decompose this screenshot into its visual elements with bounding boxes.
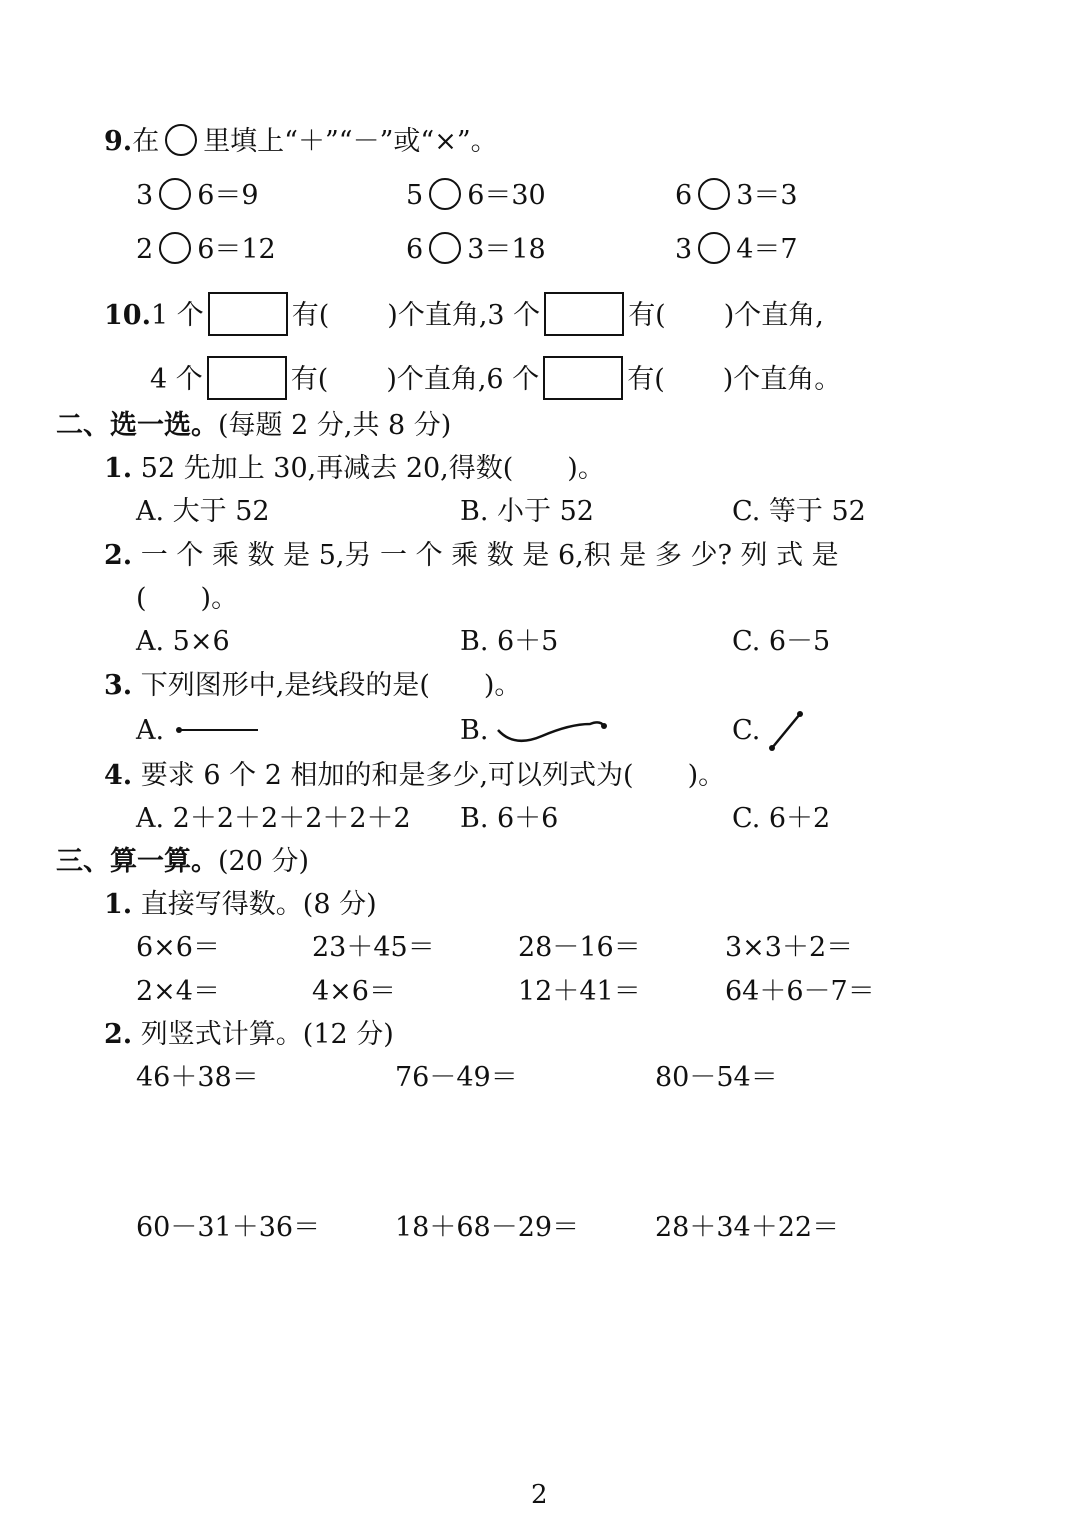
s2-q4 [104, 759, 725, 793]
circle-blank-icon [165, 124, 197, 156]
q9-item [136, 178, 259, 213]
vertical-calc-item[interactable]: 80－54＝ [655, 1062, 778, 1093]
calc-item[interactable]: 28－16＝ [518, 932, 641, 963]
option-a[interactable]: A. 2＋2＋2＋2＋2＋2 [136, 803, 411, 834]
vertical-calc-item[interactable]: 28＋34＋22＝ [655, 1212, 840, 1243]
option-a[interactable]: A. 大于 52 [136, 496, 270, 527]
rectangle-icon [543, 356, 623, 400]
vertical-calc-item[interactable]: 18＋68－29＝ [395, 1212, 580, 1243]
q9-item-rest: 6＝12 [197, 234, 276, 265]
calc-item[interactable]: 2×4＝ [136, 976, 220, 1007]
question-number: 3. [104, 670, 133, 701]
q9-item-rest: 3＝18 [467, 234, 546, 265]
section-score: (每题 2 分,共 8 分) [218, 410, 452, 441]
vertical-calc-item[interactable]: 46＋38＝ [136, 1062, 259, 1093]
calc-item[interactable]: 6×6＝ [136, 932, 220, 963]
q9-number: 9. [104, 126, 133, 157]
page-number: 2 [531, 1480, 548, 1510]
q9-answer-circle[interactable] [698, 178, 730, 210]
calc-item[interactable]: 12＋41＝ [518, 976, 641, 1007]
question-text: 下列图形中,是线段的是( )。 [140, 670, 522, 701]
q9-item-a: 6 [406, 234, 424, 265]
q9-item [406, 232, 546, 267]
q10-text: )个直角, [723, 300, 824, 331]
option-b[interactable]: B. 6＋6 [460, 803, 559, 834]
q9-item-rest: 6＝9 [197, 180, 259, 211]
section-title: 二、选一选。 [56, 410, 218, 441]
question-number: 4. [104, 760, 133, 791]
line-segment-figure-icon [764, 708, 808, 752]
option-c[interactable]: C. [732, 715, 761, 746]
q9-item-rest: 4＝7 [736, 234, 798, 265]
section-score: (20 分) [218, 846, 310, 877]
question-text: 直接写得数。(8 分) [140, 889, 377, 920]
q10-text: 有( [627, 364, 665, 395]
question-text: 要求 6 个 2 相加的和是多少,可以列式为( )。 [140, 760, 726, 791]
section-3-heading [56, 845, 309, 879]
option-c[interactable]: C. 6－5 [732, 626, 831, 657]
calc-item[interactable]: 3×3＋2＝ [725, 932, 854, 963]
q9-text-b: 里填上“＋”“－”或“×”。 [203, 126, 498, 157]
q9-item [406, 178, 546, 213]
option-a[interactable]: A. 5×6 [136, 626, 230, 657]
q10-line-2 [150, 356, 841, 400]
rectangle-icon [544, 292, 624, 336]
s2-q3 [104, 669, 521, 703]
section-title: 三、算一算。 [56, 846, 218, 877]
q10-text: )个直角,6 个 [386, 364, 540, 395]
option-c[interactable]: C. 6＋2 [732, 803, 831, 834]
section-2-heading [56, 409, 451, 443]
q10-line-1 [104, 292, 824, 336]
q9-answer-circle[interactable] [429, 178, 461, 210]
q10-text: )个直角,3 个 [387, 300, 541, 331]
q10-number: 10. [104, 300, 151, 331]
q9-item [136, 232, 276, 267]
q10-text: 1 个 [150, 300, 204, 331]
question-text-cont: ( )。 [136, 583, 239, 614]
question-number: 2. [104, 1019, 133, 1050]
q9-answer-circle[interactable] [159, 232, 191, 264]
q9-answer-circle[interactable] [429, 232, 461, 264]
rectangle-icon [208, 292, 288, 336]
q9-item-a: 3 [675, 234, 693, 265]
q9-answer-circle[interactable] [159, 178, 191, 210]
option-a[interactable]: A. [136, 715, 165, 746]
q9-item-a: 2 [136, 234, 154, 265]
option-b[interactable]: B. 6＋5 [460, 626, 559, 657]
s3-q1 [104, 888, 377, 922]
q10-text: 有( [290, 364, 329, 395]
question-number: 1. [104, 453, 133, 484]
q9-item-a: 5 [406, 180, 424, 211]
calc-item[interactable]: 23＋45＝ [312, 932, 435, 963]
ray-figure-icon [172, 718, 262, 742]
q9-item-a: 3 [136, 180, 154, 211]
q10-text: 有( [628, 300, 666, 331]
question-number: 2. [104, 540, 133, 571]
q9-item [675, 232, 798, 267]
q9-item [675, 178, 798, 213]
calc-item[interactable]: 64＋6－7＝ [725, 976, 875, 1007]
q9-item-a: 6 [675, 180, 693, 211]
option-b[interactable]: B. 小于 52 [460, 496, 594, 527]
question-text: 列竖式计算。(12 分) [140, 1019, 394, 1050]
q9-item-rest: 6＝30 [467, 180, 546, 211]
s2-q2 [104, 539, 839, 573]
question-text: 一 个 乘 数 是 5,另 一 个 乘 数 是 6,积 是 多 少? 列 式 是 [140, 540, 839, 571]
q9-text-a: 在 [132, 126, 160, 157]
q10-text: )个直角。 [722, 364, 842, 395]
option-c[interactable]: C. 等于 52 [732, 496, 866, 527]
q9-line [104, 124, 498, 159]
q9-answer-circle[interactable] [698, 232, 730, 264]
q10-text: 4 个 [150, 364, 203, 395]
curve-figure-icon [492, 710, 612, 750]
q9-item-rest: 3＝3 [736, 180, 798, 211]
question-text: 52 先加上 30,再减去 20,得数( )。 [140, 453, 605, 484]
rectangle-icon [207, 356, 287, 400]
s3-q2 [104, 1018, 394, 1052]
s2-q1 [104, 452, 605, 486]
calc-item[interactable]: 4×6＝ [312, 976, 396, 1007]
option-b[interactable]: B. [460, 715, 489, 746]
vertical-calc-item[interactable]: 60－31＋36＝ [136, 1212, 321, 1243]
question-number: 1. [104, 889, 133, 920]
vertical-calc-item[interactable]: 76－49＝ [395, 1062, 518, 1093]
q10-text: 有( [291, 300, 330, 331]
